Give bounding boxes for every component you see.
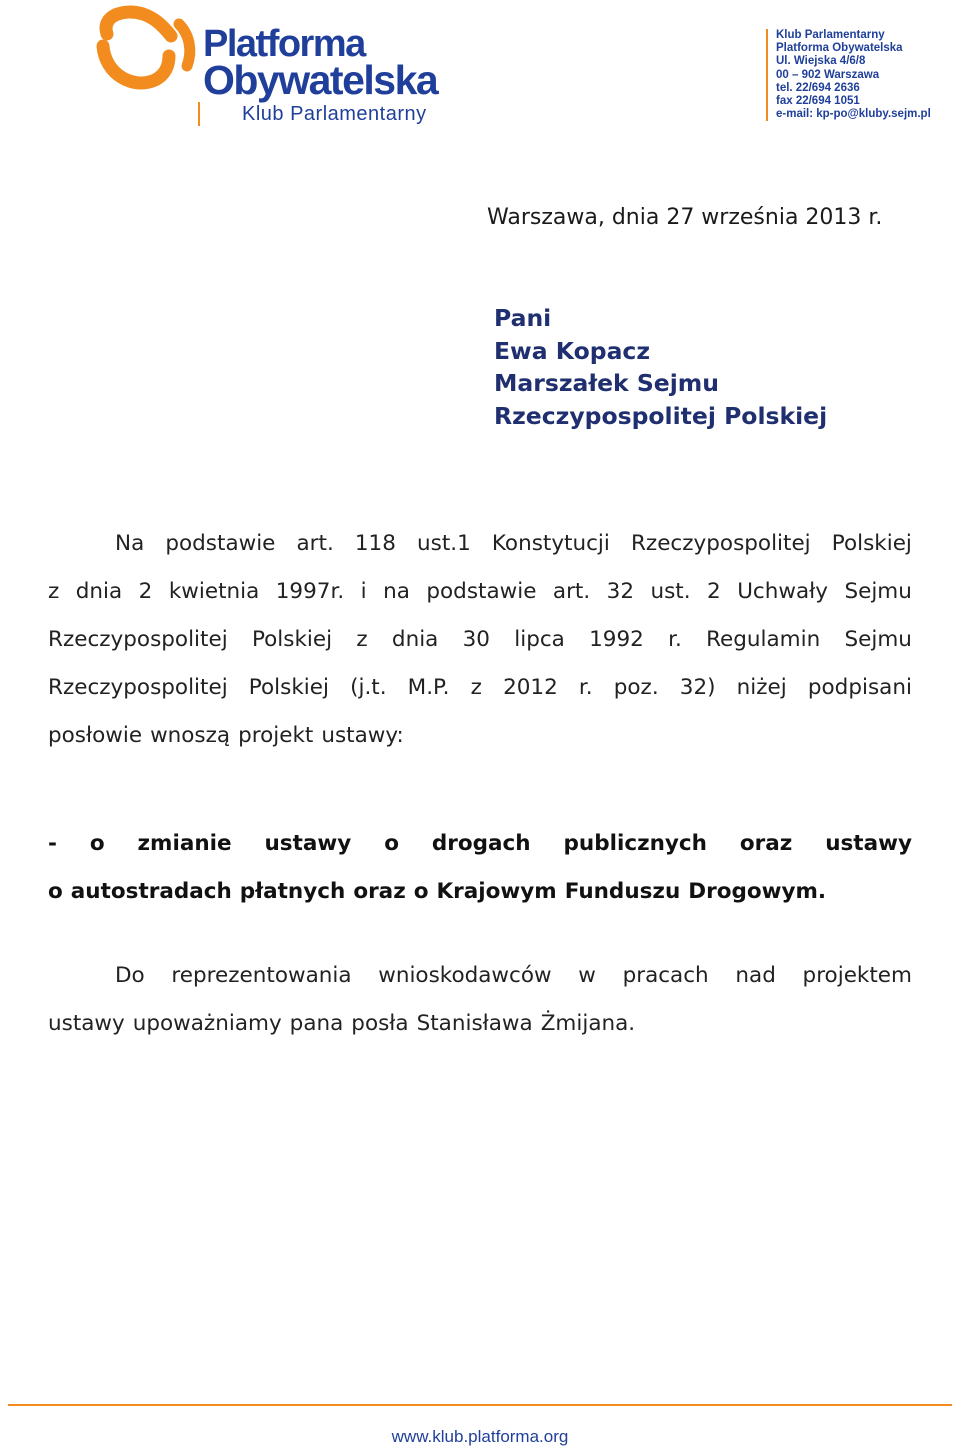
letter-date: Warszawa, dnia 27 września 2013 r.: [487, 205, 883, 230]
text-line: Do reprezentowania wnioskodawców w pracach nad projektem: [115, 963, 912, 988]
text-line: Na podstawie art. 118 ust.1 Konstytucji Rzeczypospolitej Polskiej: [115, 531, 912, 556]
recipient-block: [494, 302, 827, 432]
platforma-logo-icon: [93, 4, 203, 100]
address-line: Platforma Obywatelska: [776, 42, 903, 55]
text-line: o autostradach płatnych oraz o Krajowym Funduszu Drogowym.: [48, 879, 827, 904]
recipient-line: Pani: [494, 304, 552, 332]
logo-wordmark-line1: Platforma: [203, 23, 365, 65]
text-line: Rzeczypospolitej Polskiej (j.t. M.P. z 2012 r. poz. 32) niżej podpisani: [48, 675, 912, 700]
text-line: Rzeczypospolitej Polskiej z dnia 30 lipca 1992 r. Regulamin Sejmu: [48, 627, 912, 652]
logo-wordmark: [203, 23, 438, 103]
body-paragraph-legal-basis: [48, 520, 912, 760]
footer-divider: [8, 1404, 952, 1406]
text-line: posłowie wnoszą projekt ustawy:: [48, 723, 404, 748]
recipient-line: Ewa Kopacz: [494, 336, 651, 365]
address-line: tel. 22/694 2636: [776, 81, 860, 94]
text-line: ustawy upoważniamy pana posła Stanisława Żmijana.: [48, 1011, 636, 1036]
recipient-line: Marszałek Sejmu: [494, 369, 719, 397]
bill-title: [48, 820, 912, 916]
body-paragraph-representation: [48, 952, 912, 1048]
address-line: Ul. Wiejska 4/6/8: [776, 55, 866, 68]
address-email: e-mail: kp-po@kluby.sejm.pl: [776, 108, 931, 121]
logo-wordmark-line2: Obywatelska: [203, 57, 438, 103]
address-block: [766, 29, 931, 121]
text-line: - o zmianie ustawy o drogach publicznych oraz ustawy: [48, 831, 912, 856]
footer-website-link[interactable]: www.klub.platforma.org: [391, 1427, 569, 1446]
address-line: fax 22/694 1051: [776, 95, 860, 108]
text-line: z dnia 2 kwietnia 1997r. i na podstawie art. 32 ust. 2 Uchwały Sejmu: [48, 579, 912, 604]
recipient-line: Rzeczypospolitej Polskiej: [494, 401, 828, 430]
logo-subtitle: Klub Parlamentarny: [198, 102, 427, 126]
address-line: Klub Parlamentarny: [776, 29, 885, 41]
address-line: 00 – 902 Warszawa: [776, 68, 880, 81]
